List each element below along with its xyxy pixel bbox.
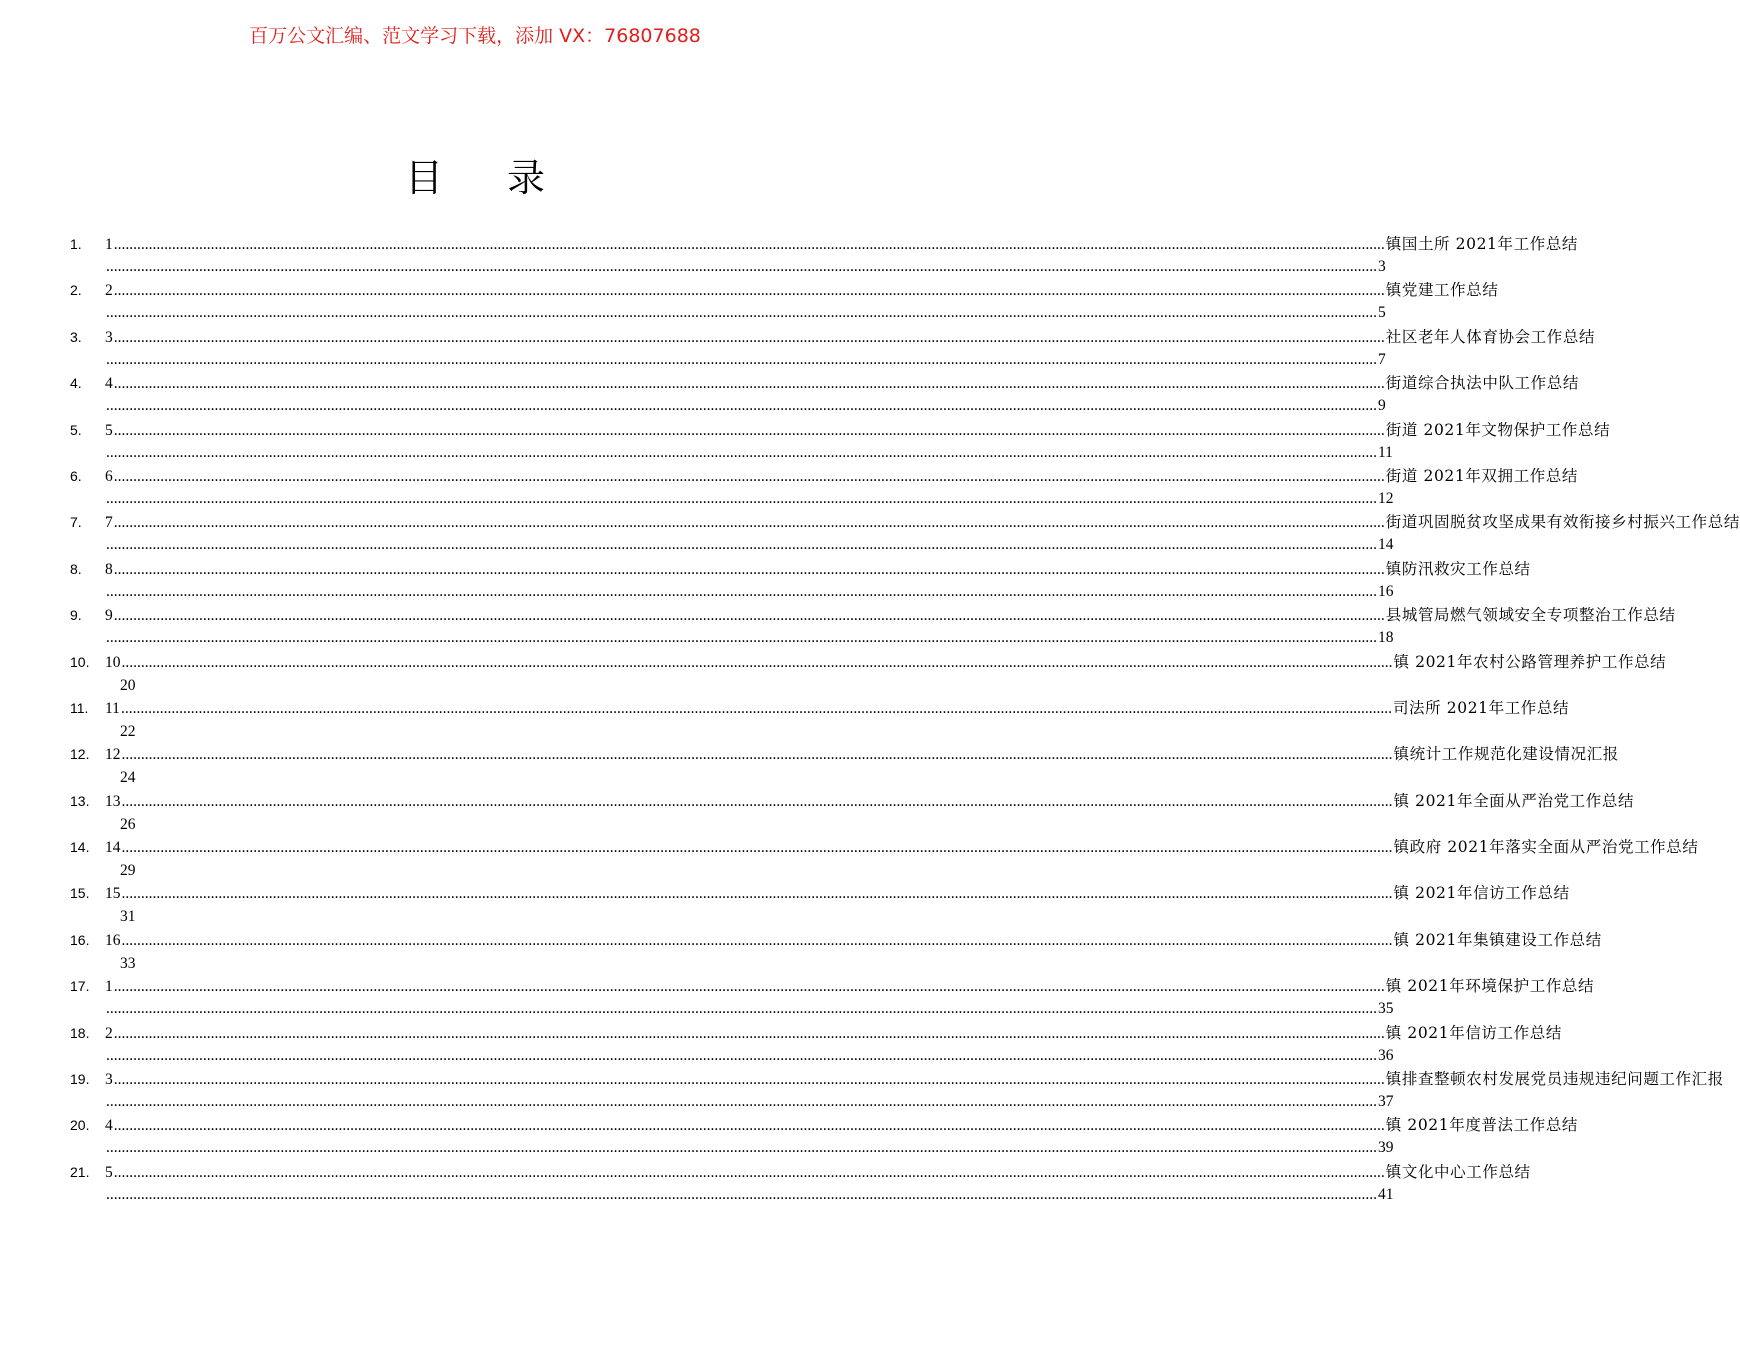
toc-entry-label: 5 <box>105 421 113 439</box>
toc-entry-number: 1. <box>70 236 82 252</box>
toc-entry-label: 15 <box>105 885 121 903</box>
toc-entry-page-line <box>105 997 1394 1021</box>
toc-entry-heading-line <box>105 789 1635 813</box>
toc-entry-page[interactable]: 39 <box>1378 1139 1394 1157</box>
dot-leader: ........................................................................................................................................................................................................................................................................................................................................ <box>106 629 1377 647</box>
toc-entry-page[interactable]: 14 <box>1378 536 1394 554</box>
toc-entry-number: 15. <box>70 885 90 902</box>
toc-entry-number: 6. <box>70 467 82 484</box>
toc-entry-label: 3 <box>105 1071 113 1089</box>
toc-entry[interactable] <box>70 464 1579 510</box>
toc-entry-page-line <box>105 487 1394 511</box>
toc-entry-title[interactable]: 镇文化中心工作总结 <box>1385 1162 1531 1181</box>
toc-entry-heading-line <box>105 928 1602 952</box>
toc-entry-page-line <box>105 1090 1394 1114</box>
toc-entry-page[interactable]: 24 <box>120 769 136 787</box>
dot-leader: ........................................................................................................................................................................................................................................................................................................................................ <box>106 489 1377 507</box>
dot-leader: ........................................................................................................................................................................................................................................................................................................................................ <box>106 258 1377 275</box>
dot-leader: ........................................................................................................................................................................................................................................................................................................................................ <box>106 304 1377 322</box>
dot-leader: ........................................................................................................................................................................................................................................................................................................................................ <box>113 1163 1385 1181</box>
toc-entry-title[interactable]: 镇国土所 2021年工作总结 <box>1385 235 1579 253</box>
toc-entry-label: 2 <box>105 1024 113 1042</box>
dot-leader: ........................................................................................................................................................................................................................................................................................................................................ <box>113 1071 1385 1089</box>
toc-entry-heading-line <box>105 371 1579 395</box>
toc-entry-label: 5 <box>105 1163 113 1181</box>
toc-entry-page[interactable]: 37 <box>1378 1093 1394 1111</box>
toc-entry-label: 3 <box>105 328 113 346</box>
toc-entry-heading-line <box>105 232 1579 256</box>
toc-entry-heading-line <box>105 510 1740 534</box>
toc-entry-title[interactable]: 镇排查整顿农村发展党员违规违纪问题工作汇报 <box>1385 1070 1724 1089</box>
dot-leader: ........................................................................................................................................................................................................................................................................................................................................ <box>113 978 1385 996</box>
dot-leader: ........................................................................................................................................................................................................................................................................................................................................ <box>106 397 1377 415</box>
dot-leader: ........................................................................................................................................................................................................................................................................................................................................ <box>113 375 1385 393</box>
toc-entry-label: 11 <box>105 699 120 717</box>
toc-entry[interactable] <box>70 371 1579 417</box>
toc-entry-page[interactable]: 26 <box>120 815 136 833</box>
dot-leader: ........................................................................................................................................................................................................................................................................................................................................ <box>121 931 1393 949</box>
toc-entry-page[interactable]: 5 <box>1378 304 1386 322</box>
toc-entry-label: 2 <box>105 282 113 300</box>
page-title: 目 录 <box>404 156 572 200</box>
toc-entry-page-line <box>105 1136 1394 1160</box>
toc-entry-title[interactable]: 街道综合执法中队工作总结 <box>1385 374 1579 393</box>
toc-entry-page[interactable]: 7 <box>1378 350 1386 368</box>
toc-entry-number: 4. <box>70 375 82 392</box>
dot-leader: ........................................................................................................................................................................................................................................................................................................................................ <box>106 1046 1377 1064</box>
toc-entry-page-line <box>105 348 1386 372</box>
toc-entry-title[interactable]: 镇 2021年农村公路管理养护工作总结 <box>1393 652 1667 671</box>
toc-entry-heading-line <box>105 1113 1579 1137</box>
toc-entry[interactable] <box>70 418 1611 464</box>
toc-entry-label: 16 <box>105 931 121 949</box>
toc-entry-heading-line <box>105 974 1595 998</box>
toc-entry-title[interactable]: 镇 2021年度普法工作总结 <box>1385 1116 1579 1135</box>
toc-entry-label: 12 <box>105 746 121 764</box>
toc-entry-page-line <box>105 1183 1394 1207</box>
toc-entry-page[interactable]: 16 <box>1378 582 1394 600</box>
toc-entry-heading-line <box>105 464 1579 488</box>
toc-entry-page-line <box>105 673 883 697</box>
toc-entry-title[interactable]: 县城管局燃气领域安全专项整治工作总结 <box>1385 606 1676 625</box>
toc-entry[interactable] <box>70 881 1570 927</box>
toc-entry[interactable] <box>70 557 1531 603</box>
toc-entry[interactable] <box>70 1160 1531 1206</box>
toc-entry-title[interactable]: 街道 2021年文物保护工作总结 <box>1385 420 1611 439</box>
toc-entry-number: 7. <box>70 514 82 531</box>
toc-entry-number: 2. <box>70 282 82 299</box>
dot-leader: ........................................................................................................................................................................................................................................................................................................................................ <box>106 536 1377 554</box>
dot-leader: ........................................................................................................................................................................................................................................................................................................................................ <box>106 443 1377 461</box>
toc-entry-number: 13. <box>70 792 90 809</box>
toc-entry-heading-line <box>105 835 1699 859</box>
dot-leader: ........................................................................................................................................................................................................................................................................................................................................ <box>120 699 1392 717</box>
toc-entry-number: 3. <box>70 328 82 345</box>
dot-leader: ........................................................................................................................................................................................................................................................................................................................................ <box>106 1093 1377 1111</box>
toc-entry-label: 7 <box>105 514 113 532</box>
dot-leader: ........................................................................................................................................................................................................................................................................................................................................ <box>113 282 1385 300</box>
toc-entry-number: 16. <box>70 931 90 948</box>
toc-entry[interactable] <box>70 278 1499 324</box>
toc-entry-page-line <box>105 719 883 743</box>
toc-entry[interactable] <box>70 789 1635 835</box>
toc-entry-page-line <box>105 812 883 836</box>
dot-leader: ........................................................................................................................................................................................................................................................................................................................................ <box>121 792 1393 810</box>
toc-entry-title[interactable]: 街道 2021年双拥工作总结 <box>1385 466 1579 485</box>
toc-entry[interactable] <box>70 325 1596 371</box>
toc-entry-page[interactable]: 9 <box>1378 397 1386 415</box>
toc-entry-label: 9 <box>105 607 113 625</box>
toc-entry-label: 14 <box>105 839 121 857</box>
dot-leader: ........................................................................................................................................................................................................................................................................................................................................ <box>113 560 1385 578</box>
toc-entry-heading-line <box>105 1021 1562 1045</box>
dot-leader: ........................................................................................................................................................................................................................................................................................................................................ <box>113 236 1385 253</box>
toc-entry-label: 1 <box>105 978 113 996</box>
toc-entry-number: 11. <box>70 699 89 716</box>
toc-entry-heading-line <box>105 1160 1531 1184</box>
toc-entry-page-line <box>105 533 1394 557</box>
toc-entry-title[interactable]: 镇统计工作规范化建设情况汇报 <box>1393 745 1619 764</box>
dot-leader: ........................................................................................................................................................................................................................................................................................................................................ <box>113 467 1385 485</box>
toc-entry-title[interactable]: 镇 2021年集镇建设工作总结 <box>1393 930 1602 949</box>
toc-entry-title[interactable]: 镇 2021年信访工作总结 <box>1385 1023 1562 1042</box>
toc-entry-page[interactable]: 18 <box>1378 629 1394 647</box>
toc-entry[interactable] <box>70 835 1699 881</box>
table-of-contents <box>70 232 1740 1206</box>
toc-entry-page-line <box>105 580 1394 604</box>
toc-entry-title[interactable]: 社区老年人体育协会工作总结 <box>1385 327 1596 346</box>
toc-entry-number: 5. <box>70 421 82 438</box>
watermark-banner: 百万公文汇编、范文学习下载，添加 VX：76807688 <box>249 25 701 47</box>
toc-entry-page[interactable]: 35 <box>1378 1000 1394 1018</box>
toc-entry[interactable] <box>70 650 1667 696</box>
dot-leader: ........................................................................................................................................................................................................................................................................................................................................ <box>106 582 1377 600</box>
toc-entry-page-line <box>105 765 883 789</box>
toc-entry-label: 6 <box>105 467 113 485</box>
dot-leader: ........................................................................................................................................................................................................................................................................................................................................ <box>121 839 1393 857</box>
toc-entry-heading-line <box>105 696 1570 720</box>
toc-entry-number: 17. <box>70 978 90 995</box>
toc-entry-number: 20. <box>70 1117 90 1134</box>
toc-entry-title[interactable]: 镇政府 2021年落实全面从严治党工作总结 <box>1393 838 1699 857</box>
toc-entry-heading-line <box>105 418 1611 442</box>
dot-leader: ........................................................................................................................................................................................................................................................................................................................................ <box>113 421 1385 439</box>
dot-leader: ........................................................................................................................................................................................................................................................................................................................................ <box>113 1024 1385 1042</box>
dot-leader: ........................................................................................................................................................................................................................................................................................................................................ <box>106 1185 1377 1203</box>
dot-leader: ........................................................................................................................................................................................................................................................................................................................................ <box>106 1000 1377 1018</box>
toc-entry-title[interactable]: 街道巩固脱贫攻坚成果有效衔接乡村振兴工作总结 <box>1385 513 1740 532</box>
toc-entry-page[interactable]: 20 <box>120 676 136 694</box>
toc-entry[interactable] <box>70 1021 1562 1067</box>
toc-entry-label: 1 <box>105 236 113 253</box>
dot-leader: ........................................................................................................................................................................................................................................................................................................................................ <box>113 514 1385 532</box>
toc-entry[interactable] <box>70 742 1619 788</box>
toc-entry-number: 19. <box>70 1071 90 1088</box>
toc-entry[interactable] <box>70 510 1740 556</box>
toc-entry-page[interactable]: 41 <box>1378 1185 1394 1203</box>
toc-entry-heading-line <box>105 325 1596 349</box>
toc-entry-title[interactable]: 镇 2021年信访工作总结 <box>1393 884 1570 903</box>
dot-leader: ........................................................................................................................................................................................................................................................................................................................................ <box>121 746 1393 764</box>
toc-entry-title[interactable]: 司法所 2021年工作总结 <box>1392 698 1570 717</box>
toc-entry-number: 21. <box>70 1163 90 1180</box>
dot-leader: ........................................................................................................................................................................................................................................................................................................................................ <box>106 350 1377 368</box>
dot-leader: ........................................................................................................................................................................................................................................................................................................................................ <box>106 1139 1377 1157</box>
dot-leader: ........................................................................................................................................................................................................................................................................................................................................ <box>113 607 1385 625</box>
toc-entry-label: 10 <box>105 653 121 671</box>
toc-entry[interactable] <box>70 1067 1724 1113</box>
toc-entry-page-line <box>105 255 1386 279</box>
toc-entry[interactable] <box>70 928 1602 974</box>
toc-entry-heading-line <box>105 650 1667 674</box>
toc-entry-page-line <box>105 626 1394 650</box>
toc-entry-page-line <box>105 394 1386 418</box>
toc-entry[interactable] <box>70 232 1579 278</box>
toc-entry-number: 8. <box>70 560 82 577</box>
toc-entry-label: 8 <box>105 560 113 578</box>
toc-entry-page[interactable]: 33 <box>120 954 136 972</box>
toc-entry-label: 4 <box>105 1117 113 1135</box>
toc-entry-page[interactable]: 11 <box>1378 443 1393 461</box>
toc-entry-number: 12. <box>70 746 90 763</box>
toc-entry-page[interactable]: 12 <box>1378 489 1394 507</box>
toc-entry-number: 9. <box>70 607 82 624</box>
toc-entry-heading-line <box>105 1067 1724 1091</box>
toc-entry-heading-line <box>105 278 1499 302</box>
toc-entry-page-line <box>105 301 1386 325</box>
toc-entry[interactable] <box>70 696 1570 742</box>
toc-entry-page-line <box>105 951 883 975</box>
dot-leader: ........................................................................................................................................................................................................................................................................................................................................ <box>121 885 1393 903</box>
toc-entry-number: 10. <box>70 653 90 670</box>
toc-entry-page[interactable]: 3 <box>1378 258 1386 275</box>
toc-entry[interactable] <box>70 974 1595 1020</box>
toc-entry[interactable] <box>70 1113 1579 1159</box>
dot-leader: ........................................................................................................................................................................................................................................................................................................................................ <box>113 1117 1385 1135</box>
toc-entry-title[interactable]: 镇党建工作总结 <box>1385 281 1499 300</box>
toc-entry-page[interactable]: 36 <box>1378 1046 1394 1064</box>
toc-entry-page-line <box>105 441 1393 465</box>
toc-entry-page[interactable]: 31 <box>120 908 136 926</box>
toc-entry-heading-line <box>105 603 1676 627</box>
toc-entry-number: 18. <box>70 1024 90 1041</box>
toc-entry-title[interactable]: 镇 2021年环境保护工作总结 <box>1385 977 1595 996</box>
toc-entry-page[interactable]: 22 <box>120 722 136 740</box>
toc-entry-label: 13 <box>105 792 121 810</box>
dot-leader: ........................................................................................................................................................................................................................................................................................................................................ <box>121 653 1393 671</box>
toc-entry[interactable] <box>70 603 1676 649</box>
toc-entry-page-line <box>105 1044 1394 1068</box>
toc-entry-number: 14. <box>70 839 90 856</box>
toc-entry-heading-line <box>105 557 1531 581</box>
toc-entry-title[interactable]: 镇 2021年全面从严治党工作总结 <box>1393 791 1635 810</box>
toc-entry-page[interactable]: 29 <box>120 862 136 880</box>
toc-entry-title[interactable]: 镇防汛救灾工作总结 <box>1385 559 1531 578</box>
toc-entry-heading-line <box>105 881 1570 905</box>
toc-entry-page-line <box>105 858 883 882</box>
toc-entry-label: 4 <box>105 375 113 393</box>
toc-entry-heading-line <box>105 742 1619 766</box>
dot-leader: ........................................................................................................................................................................................................................................................................................................................................ <box>113 328 1385 346</box>
toc-entry-page-line <box>105 904 883 928</box>
